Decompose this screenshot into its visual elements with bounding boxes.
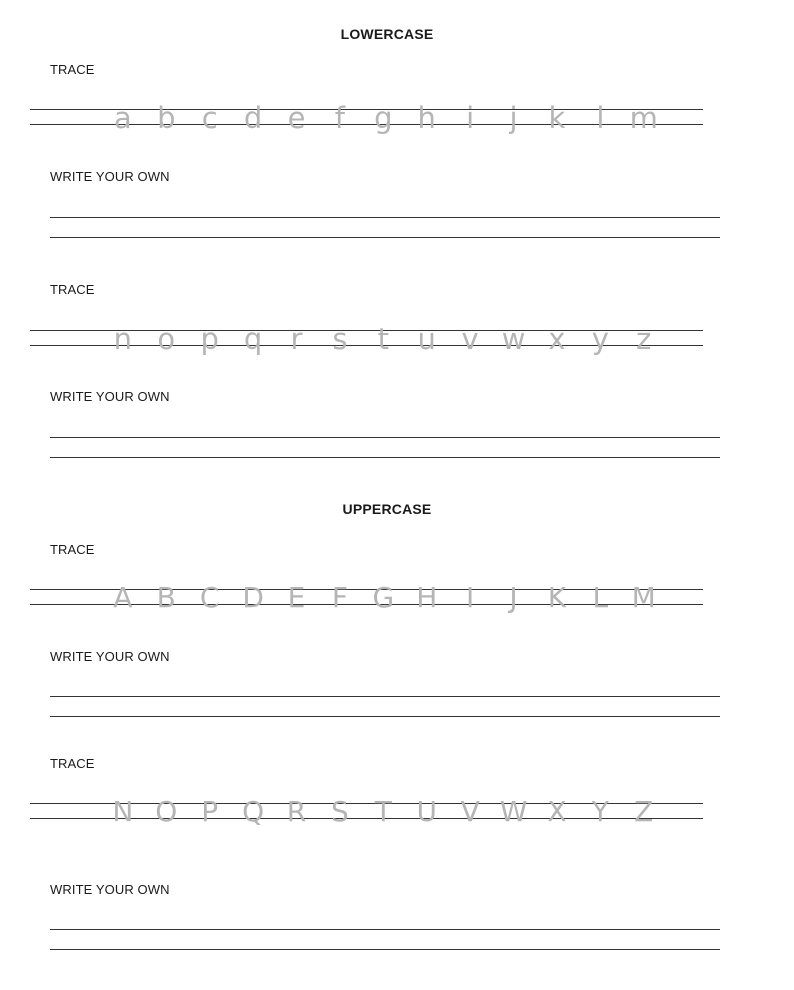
trace-letter: f xyxy=(334,101,346,135)
trace-letter: h xyxy=(417,101,436,135)
trace-letter: n xyxy=(113,322,133,356)
trace-letter: V xyxy=(460,795,480,828)
trace-letter: H xyxy=(416,581,438,614)
trace-letter: u xyxy=(417,322,436,356)
write-your-own-label: WRITE YOUR OWN xyxy=(50,169,170,184)
uppercase-trace-row-2[interactable] xyxy=(30,797,703,827)
trace-letter: x xyxy=(548,322,566,356)
writing-line-bottom xyxy=(50,716,720,717)
trace-letter: k xyxy=(548,101,566,135)
trace-letter: S xyxy=(331,795,349,828)
trace-label: TRACE xyxy=(50,756,95,771)
trace-letter: K xyxy=(547,581,567,614)
trace-letter: l xyxy=(596,101,605,135)
trace-letter: R xyxy=(286,795,307,828)
lowercase-title: LOWERCASE xyxy=(340,26,434,42)
uppercase-trace-row-1[interactable] xyxy=(30,583,703,613)
trace-letter: G xyxy=(372,581,395,614)
trace-letter: Q xyxy=(242,795,265,828)
trace-letters xyxy=(30,324,703,354)
trace-letter: m xyxy=(629,101,658,135)
trace-letter: C xyxy=(199,581,220,614)
trace-letters xyxy=(30,797,703,827)
trace-letter: P xyxy=(201,795,219,828)
trace-letter: N xyxy=(112,795,134,828)
trace-label: TRACE xyxy=(50,282,95,297)
writing-line-top xyxy=(50,437,720,438)
trace-letter: L xyxy=(592,581,609,614)
writing-line-top xyxy=(50,696,720,697)
write-your-own-label: WRITE YOUR OWN xyxy=(50,389,170,404)
trace-letter: c xyxy=(201,101,218,135)
trace-letter: w xyxy=(501,322,526,356)
trace-letter: p xyxy=(200,322,219,356)
lowercase-trace-row-1[interactable] xyxy=(30,103,703,133)
write-your-own-label: WRITE YOUR OWN xyxy=(50,649,170,664)
trace-letter: T xyxy=(374,795,392,828)
writing-line-bottom xyxy=(50,237,720,238)
trace-letter: a xyxy=(113,101,132,135)
uppercase-title: UPPERCASE xyxy=(342,501,432,517)
trace-letter: i xyxy=(466,101,475,135)
writing-line-bottom xyxy=(50,949,720,950)
trace-letter: B xyxy=(156,581,176,614)
trace-label: TRACE xyxy=(50,542,95,557)
uppercase-write-row-1[interactable] xyxy=(50,696,720,718)
trace-letter: g xyxy=(374,101,393,135)
writing-line-top xyxy=(50,929,720,930)
trace-letter: o xyxy=(157,322,176,356)
trace-letter: I xyxy=(466,581,475,614)
trace-letter: Y xyxy=(591,795,609,828)
lowercase-write-row-2[interactable] xyxy=(50,437,720,459)
trace-letters xyxy=(30,583,703,613)
trace-letter: r xyxy=(290,322,303,356)
trace-letter: e xyxy=(287,101,306,135)
trace-letter: A xyxy=(113,581,133,614)
trace-letters xyxy=(30,103,703,133)
lowercase-write-row-1[interactable] xyxy=(50,217,720,239)
trace-letter: d xyxy=(243,101,263,135)
trace-letter: Z xyxy=(634,795,654,828)
write-your-own-label: WRITE YOUR OWN xyxy=(50,882,170,897)
trace-letter: W xyxy=(499,795,528,828)
trace-letter: b xyxy=(157,101,176,135)
trace-letter: D xyxy=(242,581,264,614)
trace-letter: v xyxy=(461,322,479,356)
writing-line-bottom xyxy=(50,457,720,458)
writing-line-top xyxy=(50,217,720,218)
trace-letter: y xyxy=(591,322,609,356)
trace-letter: t xyxy=(377,322,389,356)
trace-letter: z xyxy=(636,322,652,356)
lowercase-trace-row-2[interactable] xyxy=(30,324,703,354)
trace-letter: j xyxy=(509,101,518,135)
trace-letter: q xyxy=(243,322,263,356)
trace-letter: M xyxy=(631,581,656,614)
trace-letter: s xyxy=(332,322,348,356)
uppercase-write-row-2[interactable] xyxy=(50,929,720,951)
trace-letter: U xyxy=(416,795,437,828)
trace-letter: X xyxy=(547,795,567,828)
trace-letter: E xyxy=(287,581,306,614)
trace-letter: J xyxy=(509,581,518,614)
trace-label: TRACE xyxy=(50,62,95,77)
trace-letter: F xyxy=(331,581,348,614)
trace-letter: O xyxy=(155,795,178,828)
